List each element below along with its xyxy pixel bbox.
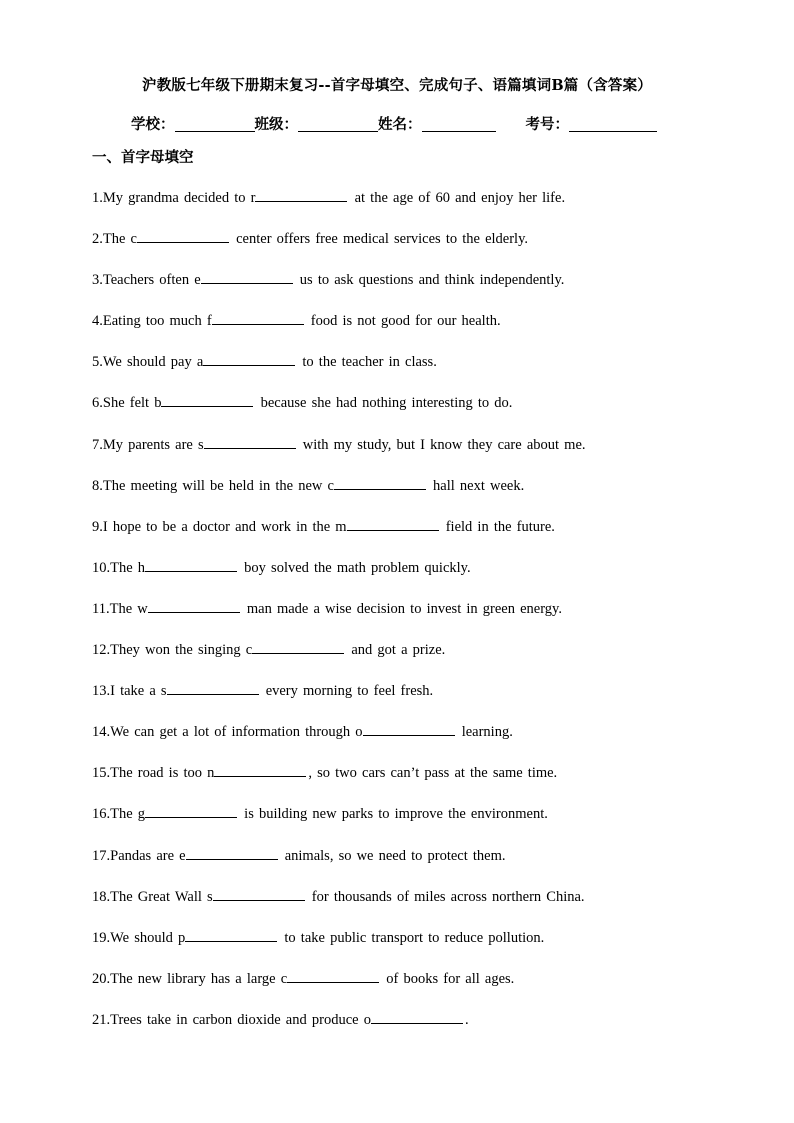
question-number: 15. (92, 765, 111, 782)
answer-blank[interactable] (213, 888, 305, 901)
question-text-after: hall next week. (427, 477, 525, 494)
question-text-after: boy solved the math problem quickly. (239, 559, 471, 576)
question-item (92, 230, 586, 271)
question-text-after: food is not good for our health. (305, 313, 501, 330)
question-text-before: The g (110, 806, 146, 823)
question-item (92, 559, 586, 600)
question-text-before: She felt b (102, 395, 162, 412)
question-text-after: of books for all ages. (381, 970, 515, 987)
answer-blank[interactable] (161, 394, 253, 407)
question-item (92, 189, 586, 230)
question-number: 10. (92, 559, 111, 576)
answer-blank[interactable] (203, 353, 295, 366)
question-number: 13. (92, 683, 111, 700)
answer-blank[interactable] (287, 970, 379, 983)
question-item (92, 682, 586, 723)
question-number: 14. (92, 724, 111, 741)
question-number: 16. (92, 806, 111, 823)
question-text-before: My parents are s (102, 436, 204, 453)
question-number: 21. (92, 1011, 111, 1028)
question-item (92, 518, 586, 559)
question-item (92, 312, 586, 353)
school-blank[interactable] (175, 117, 255, 132)
question-text-after: man made a wise decision to invest in green energy. (241, 600, 562, 617)
exam-number-label: 考号： (525, 116, 569, 133)
answer-blank[interactable] (185, 929, 277, 942)
answer-blank[interactable] (212, 312, 304, 325)
name-label: 姓名： (378, 116, 422, 133)
question-item (92, 847, 586, 888)
exam-number-blank[interactable] (569, 117, 657, 132)
question-text-before: Pandas are e (110, 847, 186, 864)
question-text-before: The c (102, 231, 137, 248)
school-label: 学校： (131, 116, 175, 133)
question-text-before: Trees take in carbon dioxide and produce o (110, 1011, 371, 1028)
answer-blank[interactable] (145, 805, 237, 818)
answer-blank[interactable] (145, 559, 237, 572)
question-number: 1. (92, 190, 103, 206)
question-item (92, 929, 586, 970)
question-text-before: The w (109, 600, 148, 617)
answer-blank[interactable] (137, 230, 229, 243)
question-number: 20. (92, 970, 111, 987)
question-item (92, 394, 586, 435)
answer-blank[interactable] (334, 477, 426, 490)
answer-blank[interactable] (371, 1011, 463, 1024)
question-item (92, 477, 586, 518)
question-item (92, 970, 586, 1011)
question-item (92, 641, 586, 682)
class-blank[interactable] (298, 117, 378, 132)
question-text-before: The new library has a large c (110, 970, 288, 987)
question-number: 12. (92, 642, 111, 659)
question-text-before: The Great Wall s (110, 888, 213, 905)
question-text-after: field in the future. (440, 518, 555, 535)
class-label: 班级： (254, 116, 298, 133)
answer-blank[interactable] (214, 764, 306, 777)
question-text-after: because she had nothing interesting to do. (255, 395, 513, 412)
question-item (92, 1011, 586, 1052)
question-list (92, 189, 586, 1052)
question-item (92, 271, 586, 312)
answer-blank[interactable] (167, 682, 259, 695)
question-text-after: every morning to feel fresh. (260, 683, 434, 700)
question-text-before: The road is too n (110, 765, 215, 782)
question-number: 18. (92, 888, 111, 905)
question-item (92, 353, 586, 394)
question-text-after: with my study, but I know they care about me. (297, 436, 586, 453)
question-text-after: animals, so we need to protect them. (279, 847, 506, 864)
document-title: 沪教版七年级下册期末复习--首字母填空、完成句子、语篇填词B篇（含答案） (142, 77, 652, 94)
question-text-after: at the age of 60 and enjoy her life. (349, 190, 566, 206)
question-text-before: They won the singing c (110, 642, 253, 659)
student-info-line (131, 113, 657, 134)
question-text-before: Teachers often e (102, 272, 201, 289)
answer-blank[interactable] (148, 600, 240, 613)
question-number: 9. (92, 518, 103, 535)
question-text-before: We should p (110, 929, 186, 946)
question-text-after: learning. (456, 724, 513, 741)
question-text-after: to the teacher in class. (297, 354, 437, 371)
question-text-before: The meeting will be held in the new c (102, 477, 334, 494)
question-item (92, 600, 586, 641)
question-text-after: and got a prize. (346, 642, 446, 659)
question-text-before: We should pay a (102, 354, 204, 371)
question-text-after: for thousands of miles across northern China. (306, 888, 585, 905)
question-item (92, 764, 586, 805)
question-number: 7. (92, 436, 103, 453)
answer-blank[interactable] (347, 518, 439, 531)
answer-blank[interactable] (186, 847, 278, 860)
question-text-after: , so two cars can’t pass at the same time. (308, 765, 558, 782)
question-text-before: I hope to be a doctor and work in the m (102, 518, 347, 535)
question-item (92, 723, 586, 764)
section-heading: 一、首字母填空 (92, 149, 194, 166)
question-text-after: us to ask questions and think independently. (294, 272, 565, 289)
question-text-before: Eating too much f (102, 313, 212, 330)
question-text-before: The h (110, 559, 146, 576)
question-item (92, 436, 586, 477)
question-text-after: is building new parks to improve the environment. (239, 806, 548, 823)
name-blank[interactable] (422, 117, 496, 132)
question-number: 11. (92, 600, 110, 617)
question-text-before: We can get a lot of information through o (110, 724, 363, 741)
question-number: 4. (92, 313, 103, 330)
question-text-after: . (464, 1011, 469, 1028)
answer-blank[interactable] (201, 271, 293, 284)
question-number: 6. (92, 395, 103, 412)
answer-blank[interactable] (363, 723, 455, 736)
question-text-after: to take public transport to reduce pollution. (279, 929, 545, 946)
question-text-after: center offers free medical services to the elderly. (230, 231, 529, 248)
question-number: 19. (92, 929, 111, 946)
question-item (92, 888, 586, 929)
question-item (92, 805, 586, 846)
answer-blank[interactable] (255, 189, 347, 202)
question-number: 5. (92, 354, 103, 371)
question-number: 3. (92, 272, 103, 289)
answer-blank[interactable] (204, 436, 296, 449)
question-number: 8. (92, 477, 103, 494)
question-text-before: I take a s (110, 683, 167, 700)
answer-blank[interactable] (252, 641, 344, 654)
question-number: 17. (92, 847, 111, 864)
question-number: 2. (92, 231, 103, 248)
question-text-before: My grandma decided to r (102, 190, 256, 206)
